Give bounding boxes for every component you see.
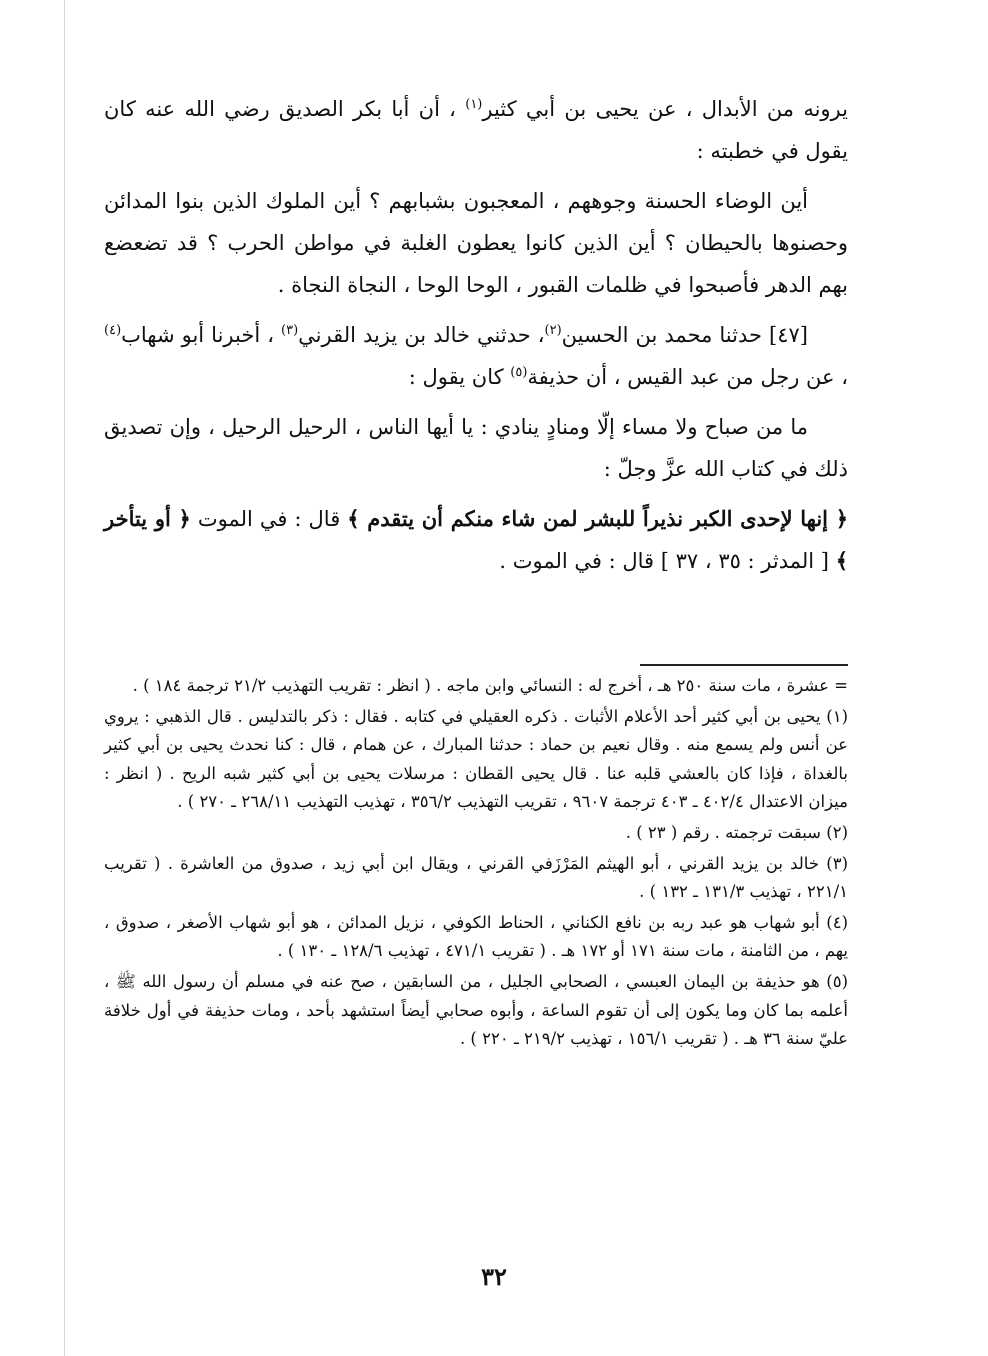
paragraph-1: يرونه من الأبدال ، عن يحيى بن أبي كثير$^{(١)}$ ، أن أبا بكر الصديق رضي الله عنه كان يقول في خطبته : bbox=[104, 97, 848, 163]
footnote-2: (٢) سبقت ترجمته . رقم ( ٢٣ ) . bbox=[625, 822, 848, 842]
hadith-number: [٤٧] bbox=[769, 323, 808, 347]
paragraph-2: أين الوضاء الحسنة وجوههم ، المعجبون بشبابهم ؟ أين الملوك الذين بنوا المدائن وحصنوها بالحيطان ؟ أين الذين كانوا يعطون الغلبة في مواطن الحرب ؟ قد تضعضع بهم الدهر فأصبحوا في ظلمات القبور ، الوحا الوحا ، النجاة النجاة . bbox=[104, 189, 848, 297]
paragraph-4: ما من صباح ولا مساء إلّا ومنادٍ ينادي : يا أيها الناس ، الرحيل الرحيل ، وإن تصديق ذلك في كتاب الله عزَّ وجلّ : bbox=[104, 415, 848, 481]
paragraph-5-quran: ﴿ إنها لإحدى الكبر نذيراً للبشر لمن شاء منكم أن يتقدم ﴾ قال : في الموت ﴿ أو يتأخر ﴾ [ المدثر : ٣٥ ، ٣٧ ] قال : في الموت . bbox=[104, 506, 848, 573]
footnote-4: (٤) أبو شهاب هو عبد ربه بن نافع الكناني ، الحناط الكوفي ، نزيل المدائن ، هو أبو شهاب الأصغر ، صدوق ، يهم ، من الثامنة ، مات سنة ١٧١ أو ١٧٢ هـ . ( تقريب ٤٧١/١ ، تهذيب ١٢٨/٦ ـ ١٣٠ ) . bbox=[104, 912, 848, 961]
main-text-block bbox=[104, 88, 848, 590]
paragraph-3-hadith-47: [٤٧] حدثنا محمد بن الحسين$^{(٢)}$، حدثني خالد بن يزيد القرني$^{(٣)}$ ، أخبرنا أبو شهاب$^{(٤)}$ ، عن رجل من عبد القيس ، أن حذيفة$^{(٥)}$ كان يقول : bbox=[104, 323, 848, 389]
footnote-ref-2: (٢) bbox=[544, 323, 562, 338]
footnote-ref-1: (١) bbox=[465, 97, 483, 112]
footnote-3: (٣) خالد بن يزيد القرني ، أبو الهيثم المَرْزَفي القرني ، ويقال ابن أبي زيد ، صدوق من العاشرة . ( تقريب ٢٢١/١ ، تهذيب ١٣١/٣ ـ ١٣٢ ) . bbox=[104, 853, 848, 902]
footnote-1: (١) يحيى بن أبي كثير أحد الأعلام الأثبات . ذكره العقيلي في كتابه . فقال : ذكر بالتدليس . قال الذهبي : يروي عن أنس ولم يسمع منه . وقال نعيم بن حماد : حدثنا المبارك ، عن همام ، قال : كنا نحدث يحيى بن أبي كثير بالغداة ، فإذا كان بالعشي قلبه عنا . قال يحيى القطان : مرسلات يحيى بن أبي كثير شبه الريح . ( انظر : ميزان الاعتدال ٤٠٢/٤ ـ ٤٠٣ ترجمة ٩٦٠٧ ، تقريب التهذيب ٣٥٦/٢ ، تهذيب التهذيب ٢٦٨/١١ ـ ٢٧٠ ) . bbox=[104, 706, 848, 812]
quran-verse-2: ﴿ أو يتأخر ﴾ bbox=[104, 506, 848, 573]
page-number: ٣٢ bbox=[481, 1262, 507, 1291]
footnote-ref-4: (٤) bbox=[104, 323, 122, 338]
footnote-separator bbox=[640, 664, 848, 666]
footnote-5: (٥) هو حذيفة بن اليمان العبسي ، الصحابي الجليل ، من السابقين ، صح عنه في مسلم أن رسول الله ﷺ ، أعلمه بما كان وما يكون إلى أن تقوم الساعة ، وأبوه صحابي أيضاً استشهد بأحد ، ومات حذيفة في أول خلافة عليّ سنة ٣٦ هـ . ( تقريب ١٥٦/١ ، تهذيب ٢١٩/٢ ـ ٢٢٠ ) . bbox=[104, 971, 848, 1049]
footnote-ref-5: (٥) bbox=[510, 365, 528, 380]
footnote-continuation: = عشرة ، مات سنة ٢٥٠ هـ ، أخرج له : النسائي وابن ماجه . ( انظر : تقريب التهذيب ٢١/٢ ترجمة ١٨٤ ) . bbox=[132, 676, 848, 695]
footnote-ref-3: (٣) bbox=[281, 323, 299, 338]
quran-verse-1: ﴿ إنها لإحدى الكبر نذيراً للبشر لمن شاء منكم أن يتقدم ﴾ bbox=[347, 506, 848, 531]
page-gutter-line bbox=[64, 0, 65, 1356]
footnotes-block bbox=[104, 672, 848, 1056]
